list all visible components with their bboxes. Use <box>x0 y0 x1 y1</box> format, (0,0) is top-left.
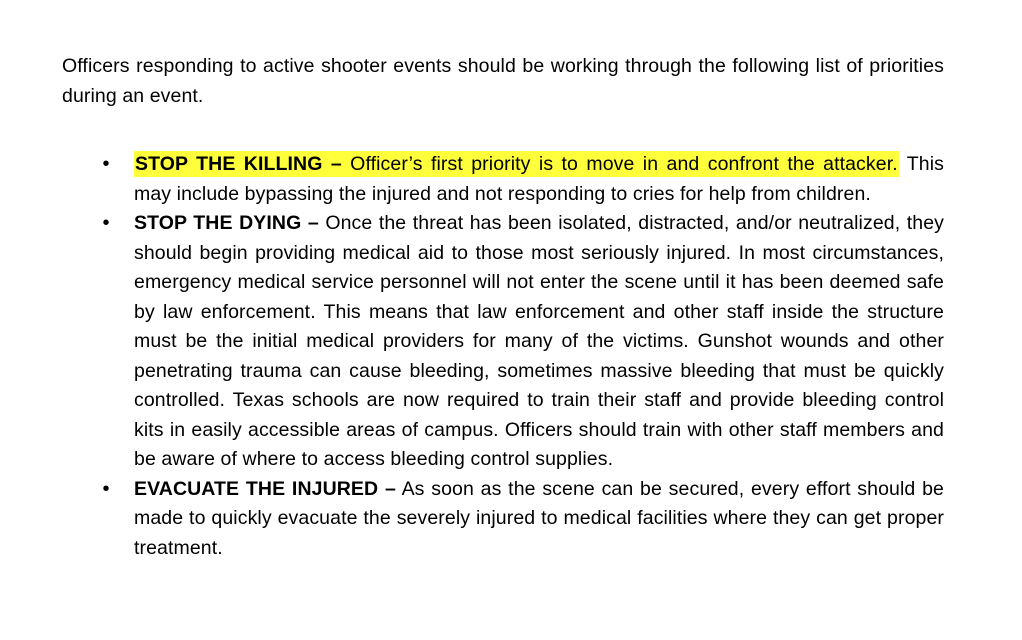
item-highlighted-text: Officer’s first priority is to move in and confront the attacker. <box>350 153 898 175</box>
list-item-stop-the-dying <box>62 209 944 475</box>
priority-list <box>62 150 944 563</box>
item-text: Once the threat has been isolated, distracted, and/or neutralized, they should begin providing medical aid to those most seriously injured. In most circumstances, emergency medical service personnel will not enter the scene until it has been deemed safe by law enforcement. This means that law enforcement and other staff inside the structure must be the initial medical providers for many of the victims. Gunshot wounds and other penetrating trauma can cause bleeding, sometimes massive bleeding that must be quickly controlled. Texas schools are now required to train their staff and provide bleeding control kits in easily accessible areas of campus. Officers should train with other staff members and be aware of where to access bleeding control supplies. <box>134 212 945 470</box>
item-heading: EVACUATE THE INJURED – <box>134 477 396 500</box>
intro-paragraph: Officers responding to active shooter events should be working through the following list of priorities during an event. <box>62 55 944 107</box>
list-item-stop-the-killing <box>62 150 944 209</box>
item-text: As soon as the scene can be secured, every effort should be made to quickly evacuate the severely injured to medical facilities where they can get proper treatment. <box>134 477 944 559</box>
item-text: This may include bypassing the injured and not responding to cries for help from children. <box>134 153 944 205</box>
bullet-icon: • <box>102 477 110 500</box>
bullet-icon: • <box>102 153 110 175</box>
highlighted-sentence <box>134 151 899 177</box>
item-heading: STOP THE KILLING – <box>135 153 342 175</box>
bullet-icon: • <box>102 212 110 234</box>
list-item-evacuate-the-injured <box>62 475 944 564</box>
item-heading: STOP THE DYING – <box>134 212 319 234</box>
document-page <box>62 52 944 563</box>
